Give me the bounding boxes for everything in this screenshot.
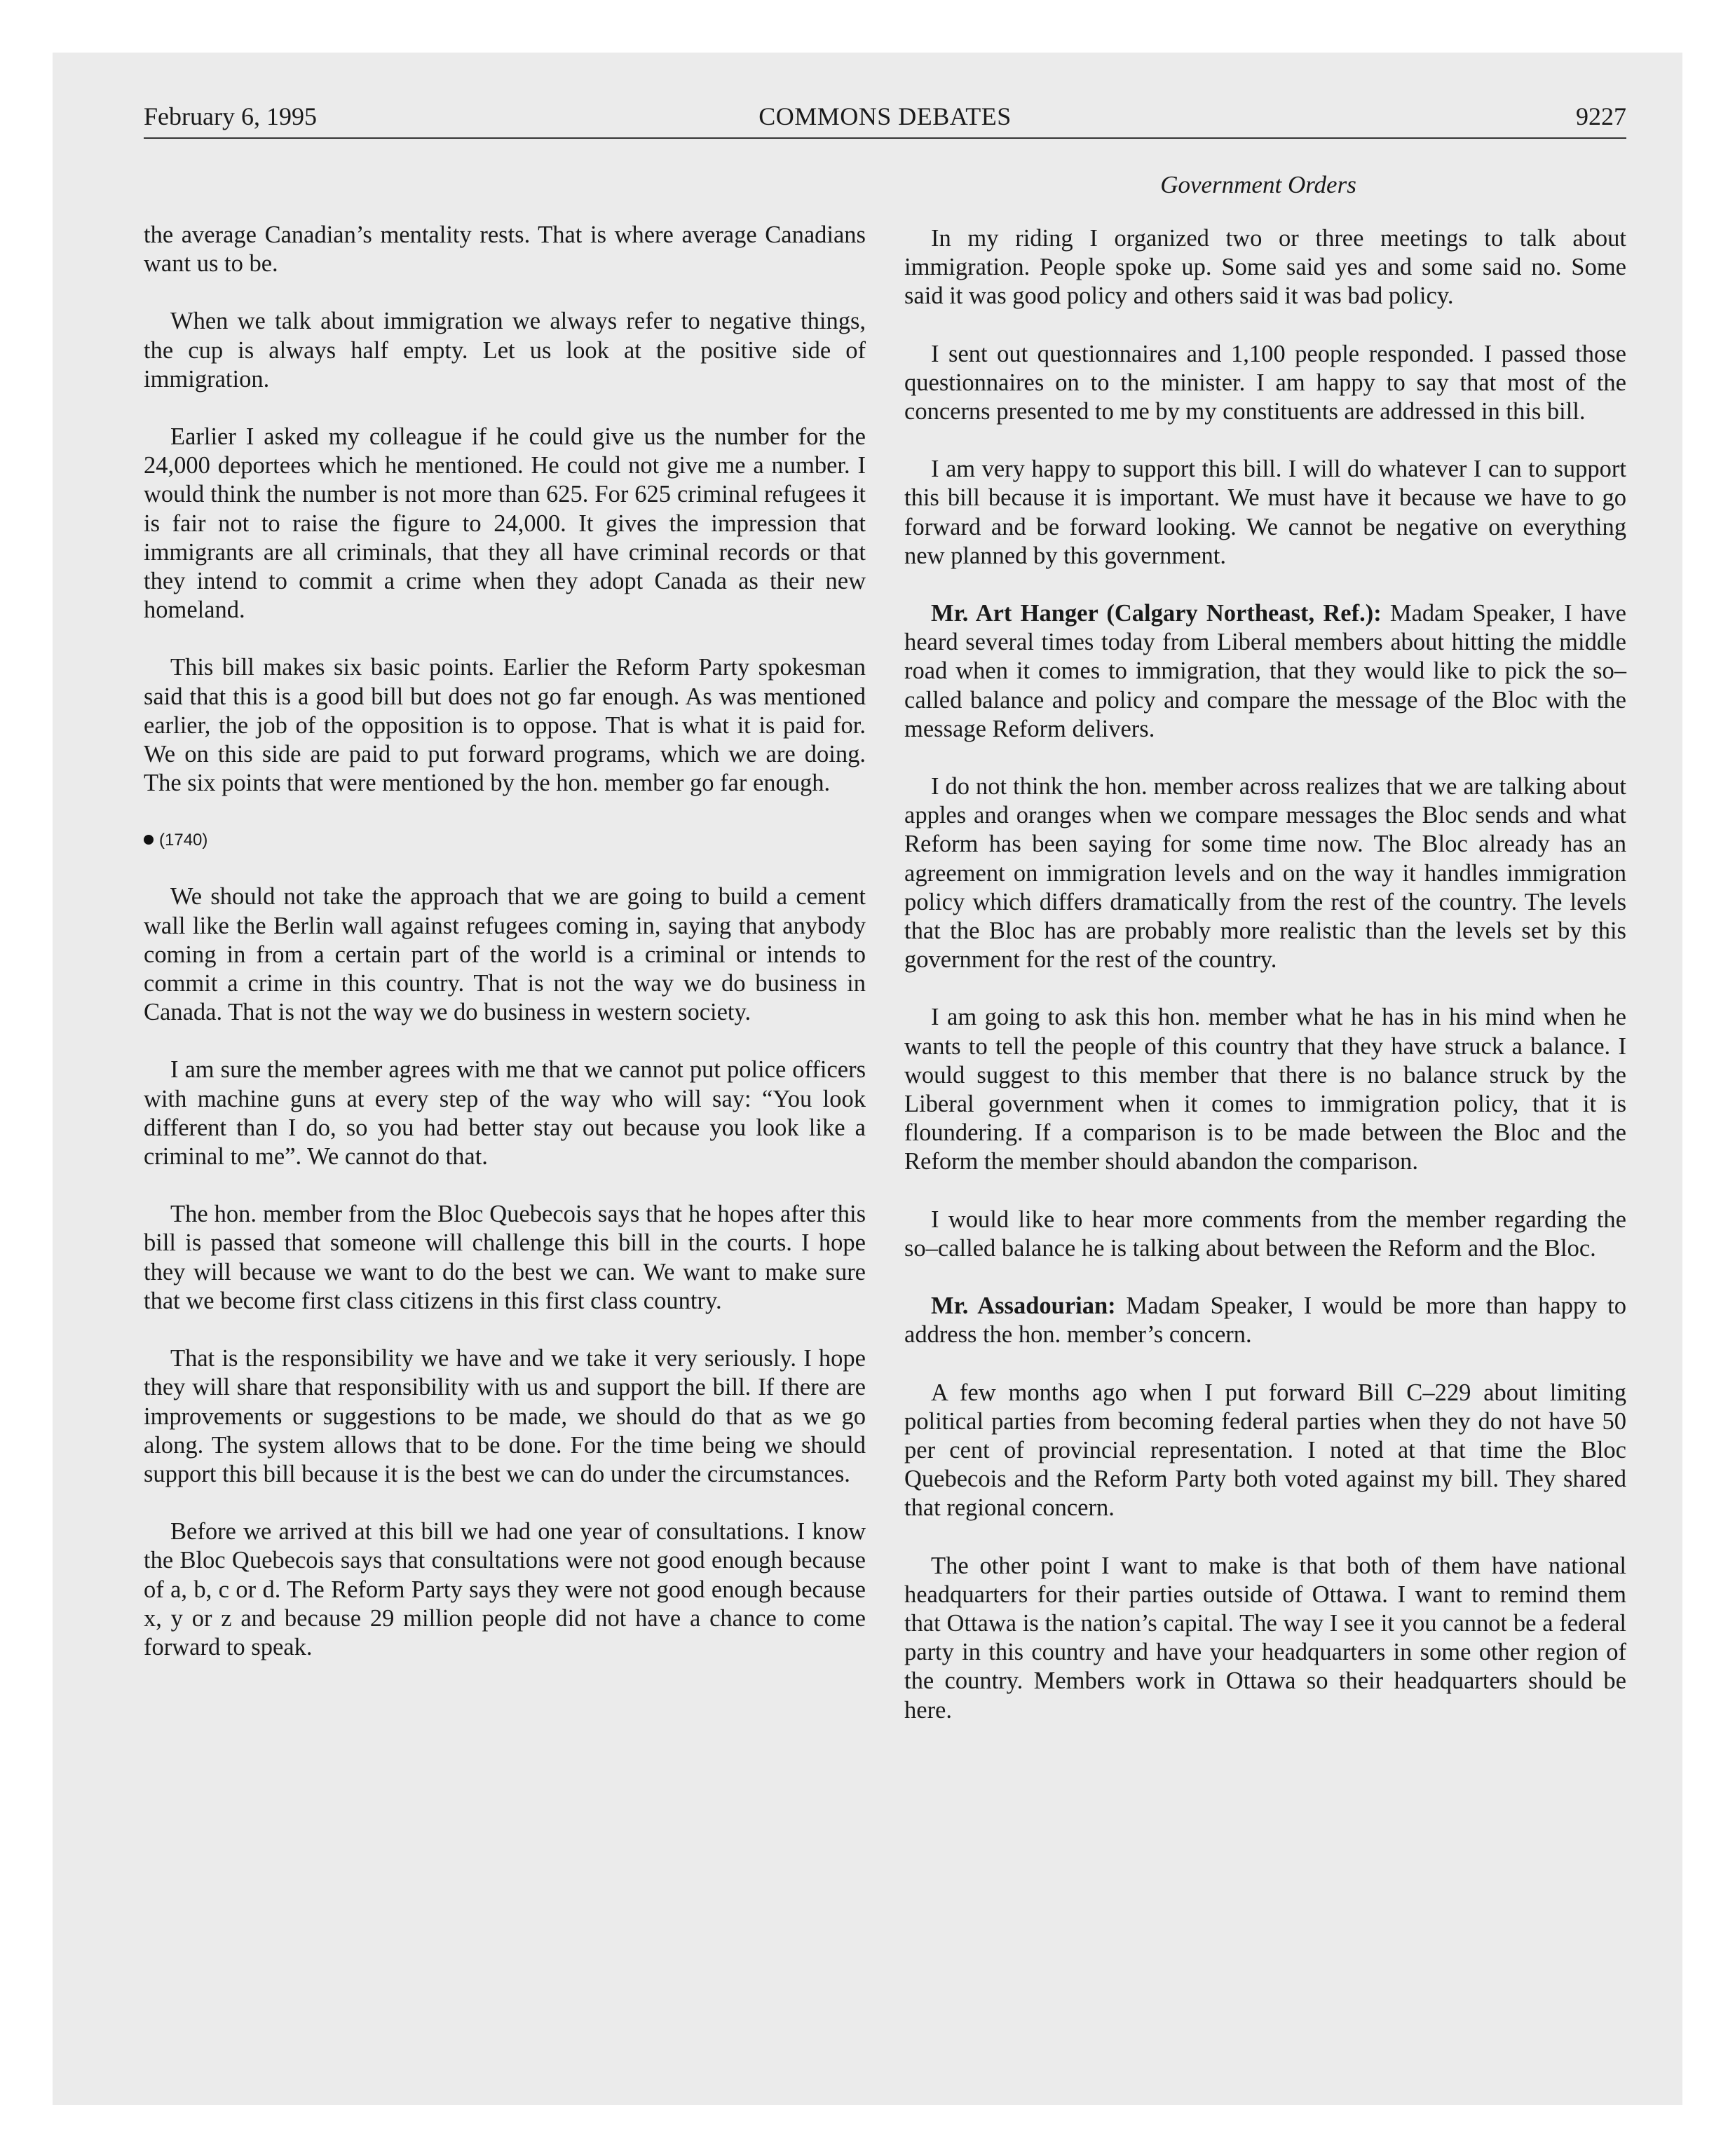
paragraph: The hon. member from the Bloc Quebecois says that he hopes after this bill is passed that someone will challenge this bill in the courts. I hope they will because we want to do the best we can. We want to make sure that we become first class citizens in this first class country. bbox=[144, 1201, 866, 1314]
paragraph: In my riding I organized two or three meetings to talk about immigration. People spoke up. Some said yes and some said no. Some said it was good policy and others said it was bad policy. bbox=[904, 225, 1626, 310]
speech-text: Madam Speaker, I would be more than happy to address the hon. member’s concern. bbox=[904, 1292, 1626, 1349]
speaker-name: Mr. Art Hanger (Calgary Northeast, Ref.): bbox=[931, 600, 1382, 627]
paragraph: Before we arrived at this bill we had one year of consultations. I know the Bloc Quebecois says that consultations were not good enough because of a, b, c or d. The Reform Party says they were not good enough because x, y or z and because 29 million people did not have a chance to come forward to speak. bbox=[144, 1518, 866, 1660]
paragraph: Earlier I asked my colleague if he could give us the number for the 24,000 deportees which he mentioned. He could not give me a number. I would think the number is not more than 625. For 625 criminal refugees it is fair not to raise the figure to 24,000. It gives the impression that immigrants are all criminals, that they all have criminal records or that they intend to commit a crime when they adopt Canada as their new homeland. bbox=[144, 423, 866, 624]
section-label: Government Orders bbox=[1160, 171, 1356, 198]
speech-paragraph bbox=[904, 1292, 1626, 1349]
left-column bbox=[144, 221, 866, 1691]
speech-paragraph bbox=[904, 599, 1626, 744]
right-column bbox=[904, 224, 1626, 1754]
header-date: February 6, 1995 bbox=[144, 102, 317, 130]
paragraph: I sent out questionnaires and 1,100 people responded. I passed those questionnaires on to the minister. I am happy to say that most of the concerns presented to me by my constituents are addressed in this bill. bbox=[904, 340, 1626, 425]
paragraph: I am very happy to support this bill. I will do whatever I can to support this bill because it is important. We must have it because we have to go forward and be forward looking. We cannot be negative on everything new planned by this government. bbox=[904, 456, 1626, 569]
header-title: COMMONS DEBATES bbox=[758, 102, 1012, 130]
speech-text: Madam Speaker, I have heard several times today from Liberal members about hitting the middle road when it comes to immigration, that they would like to pick the so–called balance and policy and compare the message of the Bloc with the message Reform delivers. bbox=[904, 600, 1626, 742]
paragraph: I do not think the hon. member across realizes that we are talking about apples and oranges when we compare messages the Bloc sends and what Reform has been saying for some time now. The Bloc already has an agreement on immigration levels and on the way it handles immigration policy which differs dramatically from the rest of the country. The levels that the Bloc has are probably more realistic than the levels set by this government for the rest of the country. bbox=[904, 773, 1626, 974]
running-header bbox=[144, 98, 1626, 139]
header-page-number: 9227 bbox=[1576, 102, 1626, 130]
paragraph: The other point I want to make is that both of them have national headquarters for their parties outside of Ottawa. I want to remind them that Ottawa is the nation’s capital. The way I see it you cannot be a federal party in this country and have your headquarters in some other region of the country. Members work in Ottawa so their headquarters should be here. bbox=[904, 1552, 1626, 1724]
speaker-name: Mr. Assadourian: bbox=[931, 1292, 1116, 1320]
paragraph: This bill makes six basic points. Earlier the Reform Party spokesman said that this is a good bill but does not go far enough. As was mentioned earlier, the job of the opposition is to oppose. That is what it is paid for. We on this side are paid to put forward programs, which we are doing. The six points that were mentioned by the hon. member go far enough. bbox=[144, 654, 866, 797]
paragraph: I would like to hear more comments from the member regarding the so–called balance he is talking about between the Reform and the Bloc. bbox=[904, 1206, 1626, 1262]
paragraph: I am sure the member agrees with me that we cannot put police officers with machine guns at every step of the way who will say: “You look different than I do, so you had better stay out because you look like a criminal to me”. We cannot do that. bbox=[144, 1056, 866, 1171]
paragraph: We should not take the approach that we are going to build a cement wall like the Berlin wall against refugees coming in, saying that anybody coming in from a certain part of the world is a criminal or intends to commit a crime in this country. That is not the way we do business in Canada. That is not the way we do business in western society. bbox=[144, 883, 866, 1026]
paragraph: the average Canadian’s mentality rests. That is where average Canadians want us to be. bbox=[144, 221, 866, 278]
paragraph: A few months ago when I put forward Bill C–229 about limiting political parties from becoming federal parties when they do not have 50 per cent of provincial representation. I noted at that time the Bloc Quebecois and the Reform Party both voted against my bill. They shared that regional concern. bbox=[904, 1379, 1626, 1522]
bullet-icon bbox=[144, 835, 154, 845]
paragraph: That is the responsibility we have and we take it very seriously. I hope they will share that responsibility with us and support the bill. If there are improvements or suggestions to be made, we should do that as we go along. The system allows that to be done. For the time being we should support this bill because it is the best we can do under the circumstances. bbox=[144, 1345, 866, 1487]
paragraph: I am going to ask this hon. member what he has in his mind when he wants to tell the people of this country that they have struck a balance. I would suggest to this member that there is no balance struck by the Liberal government when it comes to immigration policy, that it is floundering. If a comparison is to be made between the Bloc and the Reform the member should abandon the comparison. bbox=[904, 1004, 1626, 1175]
paragraph: When we talk about immigration we always refer to negative things, the cup is always half empty. Let us look at the positive side of immigration. bbox=[144, 308, 866, 393]
time-marker-text: (1740) bbox=[159, 831, 208, 850]
document-page bbox=[144, 98, 1626, 1935]
time-marker bbox=[144, 826, 866, 854]
